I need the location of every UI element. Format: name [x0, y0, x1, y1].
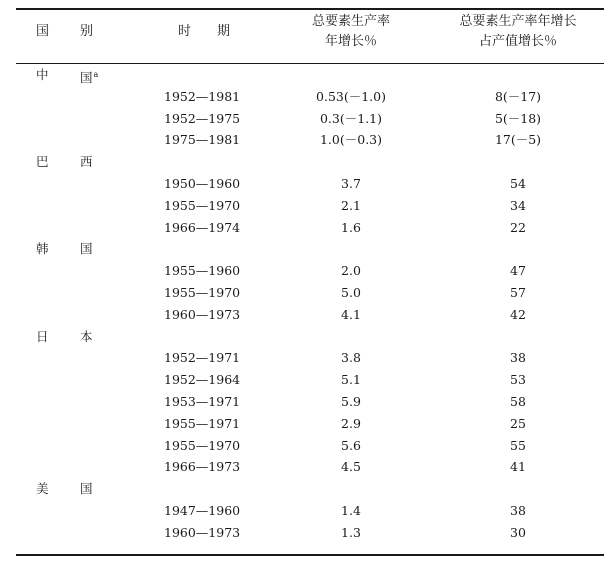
tfp-growth-cell: 3.7	[341, 176, 361, 191]
country-name-char1: 韩	[36, 241, 49, 257]
header-share-line2: 占产值增长％	[478, 34, 557, 49]
header-period: 时 期	[177, 24, 230, 39]
country-name-char2	[80, 238, 93, 260]
country-name-char2-text: 国	[80, 241, 93, 257]
tfp-growth-cell: 1.4	[341, 503, 361, 518]
period-cell: 1966—1974	[164, 219, 241, 235]
period-cell: 1955—1960	[164, 263, 241, 279]
period-cell: 1953—1971	[164, 394, 241, 409]
period-cell: 1975—1981	[164, 132, 241, 148]
share-of-output-growth-cell: 42	[510, 306, 526, 322]
tfp-growth-cell: 2.0	[341, 263, 361, 279]
country-name-char1: 日	[36, 328, 49, 344]
country-name-char2-text: 本	[80, 328, 93, 344]
header-rule	[16, 63, 604, 64]
tfp-growth-cell: 4.1	[341, 306, 361, 322]
country-name-char1: 中	[36, 67, 49, 82]
share-of-output-growth-cell: 41	[510, 459, 526, 475]
tfp-growth-cell: 4.5	[341, 459, 361, 475]
header-tfp-line2: 年增长％	[324, 34, 377, 49]
tfp-growth-cell: 1.3	[341, 524, 361, 540]
share-of-output-growth-cell: 54	[510, 176, 526, 191]
share-of-output-growth-cell: 55	[510, 437, 526, 453]
period-cell: 1955—1970	[164, 285, 241, 300]
country-name-char1: 巴	[36, 154, 49, 170]
period-cell: 1950—1960	[164, 176, 241, 191]
share-of-output-growth-cell: 47	[510, 263, 526, 279]
tfp-growth-cell: 5.1	[341, 372, 361, 388]
share-of-output-growth-cell: 53	[510, 372, 526, 388]
tfp-growth-cell: 5.9	[341, 394, 361, 409]
country-name-char2	[80, 326, 93, 348]
period-cell: 1966—1973	[164, 459, 241, 475]
share-of-output-growth-cell: 5(－18)	[494, 110, 542, 126]
share-of-output-growth-cell: 34	[510, 197, 526, 213]
header-share-line1: 总要素生产率年增长	[459, 14, 577, 29]
country-name-char2	[80, 64, 98, 89]
tfp-growth-cell: 5.6	[341, 437, 361, 453]
period-cell: 1952—1964	[164, 372, 241, 388]
share-of-output-growth-cell: 30	[510, 524, 526, 540]
period-cell: 1952—1981	[164, 88, 241, 104]
footnote-marker: a	[93, 70, 99, 79]
top-rule	[16, 8, 604, 10]
header-country-char1: 国	[36, 24, 50, 39]
tfp-growth-cell: 1.6	[341, 219, 361, 235]
share-of-output-growth-cell: 38	[510, 350, 526, 366]
tfp-growth-cell: 0.53(－1.0)	[316, 88, 386, 104]
header-tfp-line1: 总要素生产率	[311, 14, 390, 29]
period-cell: 1960—1973	[164, 524, 241, 540]
period-cell: 1952—1975	[164, 110, 241, 126]
share-of-output-growth-cell: 58	[510, 394, 526, 409]
share-of-output-growth-cell: 8(－17)	[494, 88, 542, 104]
period-cell: 1952—1971	[164, 350, 241, 366]
share-of-output-growth-cell: 25	[510, 415, 526, 431]
tfp-growth-cell: 2.1	[341, 197, 361, 213]
share-of-output-growth-cell: 22	[510, 219, 526, 235]
period-cell: 1955—1970	[164, 437, 241, 453]
bottom-rule	[16, 554, 604, 556]
share-of-output-growth-cell: 57	[510, 285, 526, 300]
tfp-growth-cell: 3.8	[341, 350, 361, 366]
period-cell: 1955—1970	[164, 197, 241, 213]
tfp-growth-cell: 1.0(－0.3)	[319, 132, 382, 148]
country-name-char2	[80, 151, 93, 173]
period-cell: 1955—1971	[164, 415, 241, 431]
country-name-char2	[80, 478, 93, 500]
country-name-char1: 美	[36, 481, 49, 497]
country-name-char2-text: 国	[80, 70, 93, 86]
tfp-growth-cell: 5.0	[341, 285, 361, 300]
tfp-growth-cell: 0.3(－1.1)	[319, 110, 382, 126]
country-name-char2-text: 国	[80, 481, 93, 497]
period-cell: 1960—1973	[164, 306, 241, 322]
country-name-char2-text: 西	[80, 154, 93, 170]
header-country-char2: 别	[80, 24, 94, 39]
share-of-output-growth-cell: 17(－5)	[494, 132, 542, 148]
share-of-output-growth-cell: 38	[510, 503, 526, 518]
tfp-growth-cell: 2.9	[341, 415, 361, 431]
period-cell: 1947—1960	[164, 503, 241, 518]
